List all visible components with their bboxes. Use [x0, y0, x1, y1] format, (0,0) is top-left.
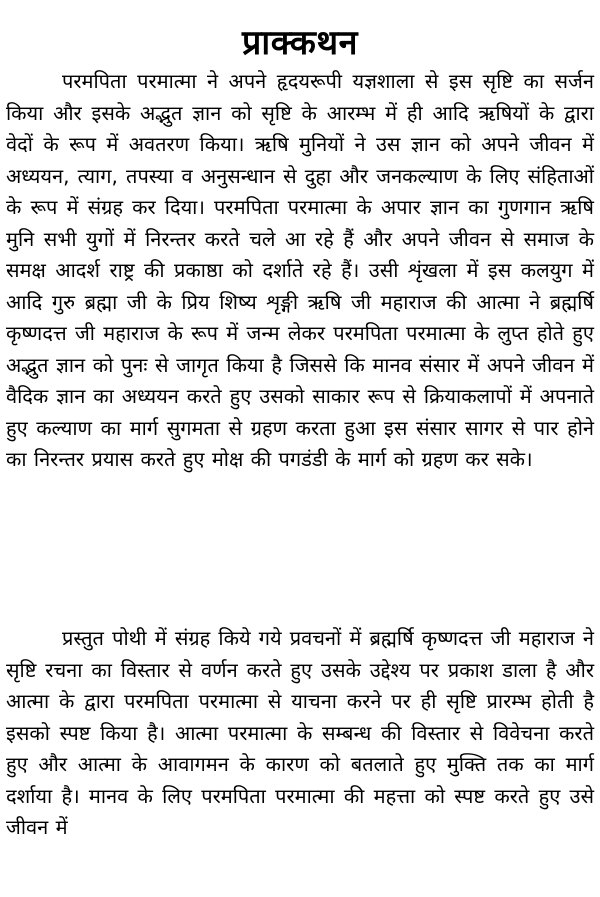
page-title: प्राक्कथन: [242, 22, 358, 63]
paragraph-1: परमपिता परमात्मा ने अपने हृदयरूपी यज्ञशाला से इस सृष्टि का सर्जन किया और इसके अद्भुत ज्ञान को सृष्टि के आरम्भ में ही आदि ऋषियों के द्वारा वेदों के रूप में अवतरण किया। ऋषि मुनियों ने उस ज्ञान को अपने जीवन में अध्ययन, त्याग, तपस्या व अनुसन्धान से दुहा और जनकल्याण के लिए संहिताओं के रूप में संग्रह कर दिया। परमपिता परमात्मा के अपार ज्ञान का गुणगान ऋषि मुनि सभी युगों में निरन्तर करते चले आ रहे हैं और अपने जीवन से समाज के समक्ष आदर्श राष्ट्र की प्रकाष्ठा को दर्शाते रहे हैं। उसी शृंखला में इस कलयुग में आदि गुरु ब्रह्मा जी के प्रिय शिष्य शृङ्गी ऋषि जी महाराज की आत्मा ने ब्रह्मर्षि कृष्णदत्त जी महाराज के रूप में जन्म लेकर परमपिता परमात्मा के लुप्त होते हुए अद्भुत ज्ञान को पुनः से जागृत किया है जिससे कि मानव संसार में अपने जीवन में वैदिक ज्ञान का अध्ययन करते हुए उसको साकार रूप से क्रियाकलापों में अपनाते हुए कल्याण का मार्ग सुगमता से ग्रहण करता हुआ इस संसार सागर से पार होने का निरन्तर प्रयास करते हुए मोक्ष की पगडंडी के मार्ग को ग्रहण कर सके।: [6, 69, 594, 471]
paragraph-2: प्रस्तुत पोथी में संग्रह किये गये प्रवचनों में ब्रह्मर्षि कृष्णदत्त जी महाराज ने सृष्टि रचना का विस्तार से वर्णन करते हुए उसके उद्देश्य पर प्रकाश डाला है और आत्मा के द्वारा परमपिता परमात्मा से याचना करने पर ही सृष्टि प्रारम्भ होती है इसको स्पष्ट किया है। आत्मा परमात्मा के सम्बन्ध की विस्तार से विवेचना करते हुए और आत्मा के आवागमन के कारण को बतलाते हुए मुक्ति तक का मार्ग दर्शाया है। मानव के लिए परमपिता परमात्मा की महत्ता को स्पष्ट करते हुए उसे जीवन में: [6, 626, 594, 839]
